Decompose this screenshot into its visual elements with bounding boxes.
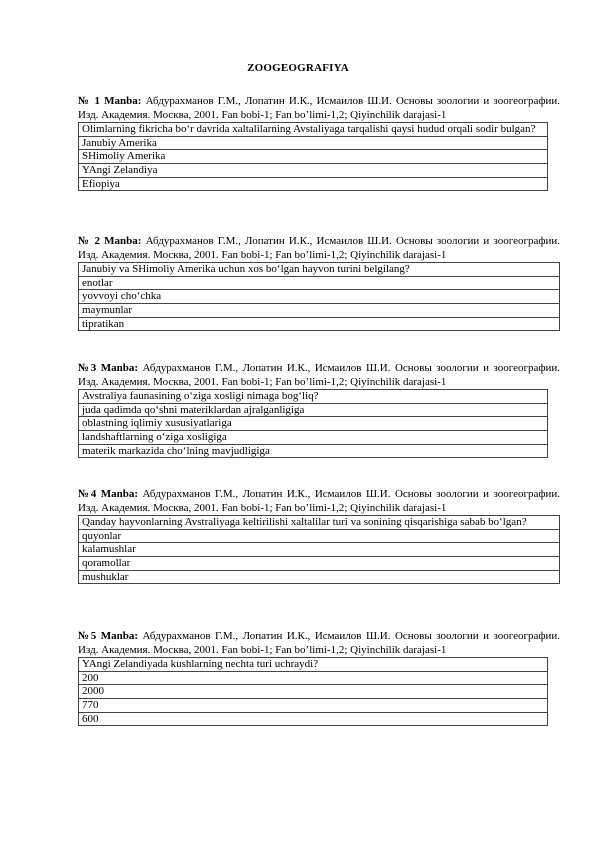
source-citation [78, 235, 560, 262]
source-label: Manba: [104, 235, 142, 247]
answer-option: SHimoliy Amerika [79, 150, 548, 164]
answer-option: 770 [79, 698, 548, 712]
answer-option: oblastning iqlimiy xususiyatlariga [79, 417, 548, 431]
question-table [78, 657, 548, 726]
source-label: Manba: [100, 630, 139, 642]
source-text: Абдурахманов Г.М., Лопатин И.К., Исмаилов Ш.И. Основы зоологии и зоогеографии. Изд. Академия. Москва, 2001. Fan bobi-1; Fan bo’limi-1,2; Qiyinchilik darajasi-1 [78, 362, 561, 388]
question-text: Olimlarning fikricha bo‘r davrida xaltalilarning Avstaliyaga tarqalishi qaysi hudud orqali sodir bulgan? [79, 123, 548, 137]
question-block-5 [78, 630, 560, 726]
answer-option: mushuklar [79, 570, 560, 584]
source-citation [78, 362, 560, 389]
page-title: ZOOGEOGRAFIYA [247, 62, 349, 74]
answer-option: 600 [79, 712, 548, 726]
question-number: № 1 [78, 95, 101, 107]
answer-option: tipratikan [79, 317, 560, 331]
answer-option: landshaftlarning o‘ziga xosligiga [79, 430, 548, 444]
source-citation [78, 488, 560, 515]
source-text: Абдурахманов Г.М., Лопатин И.К., Исмаилов Ш.И. Основы зоологии и зоогеографии. Изд. Академия. Москва, 2001. Fan bobi-1; Fan bo’limi-1,2; Qiyinchilik darajasi-1 [78, 488, 561, 514]
question-table [78, 262, 560, 331]
answer-option: maymunlar [79, 303, 560, 317]
source-text: Абдурахманов Г.М., Лопатин И.К., Исмаилов Ш.И. Основы зоологии и зоогеографии. Изд. Академия. Москва, 2001. Fan bobi-1; Fan bo’limi-1,2; Qiyinchilik darajasi-1 [78, 630, 561, 656]
source-citation [78, 630, 560, 657]
question-text: Avstraliya faunasining o‘ziga xosligi nimaga bog‘liq? [79, 390, 548, 404]
answer-option: 200 [79, 671, 548, 685]
question-number: № 2 [78, 235, 101, 247]
source-label: Manba: [100, 488, 139, 500]
answer-option: YAngi Zelandiya [79, 163, 548, 177]
answer-option: kalamushlar [79, 543, 560, 557]
answer-option: Efiopiya [79, 177, 548, 191]
question-block-1 [78, 95, 560, 191]
question-table [78, 515, 560, 584]
answer-option: materik markazida cho‘lning mavjudligiga [79, 444, 548, 458]
answer-option: enotlar [79, 276, 560, 290]
answer-option: yovvoyi cho‘chka [79, 290, 560, 304]
answer-option: qoramollar [79, 556, 560, 570]
answer-option: juda qadimda qo‘shni materiklardan ajralganligiga [79, 403, 548, 417]
source-label: Manba: [104, 95, 142, 107]
question-block-2 [78, 235, 560, 331]
source-label: Manba: [100, 362, 139, 374]
question-number: №4 [78, 488, 97, 500]
answer-option: Janubiy Amerika [79, 136, 548, 150]
source-text: Абдурахманов Г.М., Лопатин И.К., Исмаилов Ш.И. Основы зоологии и зоогеографии. Изд. Академия. Москва, 2001. Fan bobi-1; Fan bo’limi-1,2; Qiyinchilik darajasi-1 [78, 235, 561, 261]
question-text: Janubiy va SHimoliy Amerika uchun xos bo‘lgan hayvon turini belgilang? [79, 263, 560, 277]
question-table [78, 122, 548, 191]
source-text: Абдурахманов Г.М., Лопатин И.К., Исмаилов Ш.И. Основы зоологии и зоогеографии. Изд. Академия. Москва, 2001. Fan bobi-1; Fan bo’limi-1,2; Qiyinchilik darajasi-1 [78, 95, 561, 121]
question-text: Qanday hayvonlarning Avstraliyaga keltirilishi xaltalilar turi va sonining qisqarishiga sabab bo‘lgan? [79, 516, 560, 530]
question-text: YAngi Zelandiyada kushlarning nechta turi uchraydi? [79, 658, 548, 672]
question-block-3 [78, 362, 560, 458]
answer-option: 2000 [79, 685, 548, 699]
question-number: №3 [78, 362, 97, 374]
question-table [78, 389, 548, 458]
question-number: №5 [78, 630, 97, 642]
question-block-4 [78, 488, 560, 584]
answer-option: quyonlar [79, 529, 560, 543]
source-citation [78, 95, 560, 122]
